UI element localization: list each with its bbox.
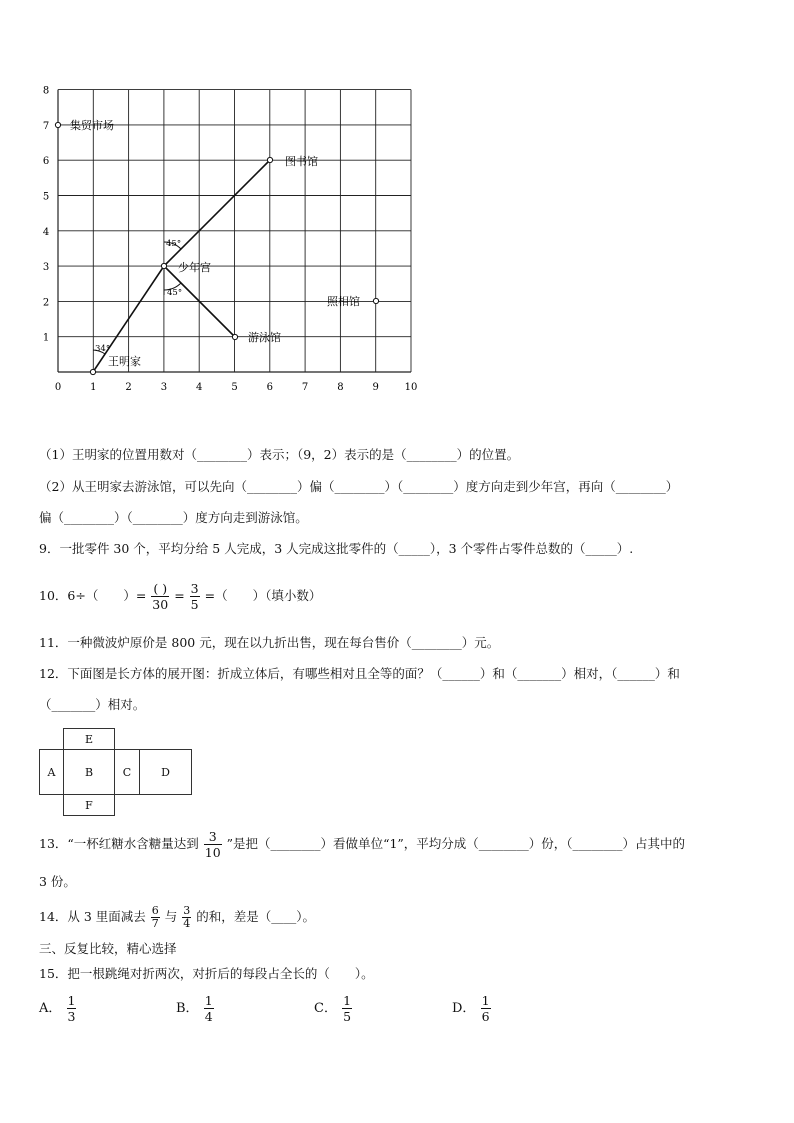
q14-fraction-2 [182, 905, 191, 930]
point-swimming [232, 334, 237, 339]
q13-line1 [39, 827, 685, 861]
q14-frac2-denominator: 4 [183, 917, 191, 930]
q10-frac1-numerator: ( ) [151, 581, 169, 597]
net-face-d: D [139, 749, 192, 795]
q13-numerator: 3 [204, 829, 222, 845]
angle-label-palace-bottom: 45° [167, 288, 183, 298]
q15-choice-c-letter: C． [314, 1001, 337, 1016]
q15-choice-b-fraction [204, 993, 214, 1024]
label-wang-home: 王明家 [108, 355, 141, 368]
q10-frac1-denominator: 30 [152, 597, 169, 612]
y-tick-label: 1 [42, 332, 50, 344]
label-market: 集贸市场 [70, 119, 114, 132]
label-swimming: 游泳馆 [248, 331, 281, 344]
q15-choice-b-denominator: 4 [204, 1009, 213, 1024]
q15-choice-d-fraction [481, 993, 491, 1024]
label-youth-palace: 少年宫 [178, 261, 211, 274]
y-tick-label: 8 [42, 85, 50, 97]
q11-text: 11．一种微波炉原价是 800 元，现在以九折出售，现在每台售价（________）元。 [39, 635, 500, 650]
x-tick-label: 7 [301, 382, 309, 393]
q14-frac1-numerator: 6 [151, 904, 159, 917]
q15-choice-a-numerator: 1 [67, 993, 76, 1008]
q14-frac1-denominator: 7 [151, 917, 159, 930]
y-tick-label: 2 [42, 297, 50, 309]
q15-choice-b-numerator: 1 [204, 993, 213, 1008]
q15-choice-a-denominator: 3 [67, 1009, 76, 1024]
q10-fraction-2 [190, 581, 200, 612]
q15-choice-a[interactable] [39, 993, 77, 1024]
q15-choice-d[interactable] [452, 993, 492, 1024]
q15-choice-b-letter: B． [176, 1001, 199, 1016]
q14-frac2-numerator: 3 [183, 904, 191, 917]
q15-choice-a-fraction [67, 993, 77, 1024]
path-palace-to-library [164, 160, 270, 266]
q15-choice-c-numerator: 1 [343, 993, 352, 1008]
q14-post: 的和，差是（____）。 [196, 909, 316, 924]
point-market [55, 122, 60, 127]
label-library: 图书馆 [285, 155, 318, 168]
x-tick-label: 4 [196, 382, 203, 393]
y-tick-label: 7 [42, 120, 50, 132]
x-tick-label: 2 [125, 382, 132, 393]
q15-choice-d-letter: D． [452, 1001, 476, 1016]
q15-choice-b[interactable] [176, 993, 215, 1024]
q15-choice-a-letter: A． [39, 1001, 62, 1016]
q12-line1: 12．下面图是长方体的展开图：折成立体后，有哪些相对且全等的面？（______）和（_______）相对，（______）和 [39, 666, 680, 681]
q15-choice-c-fraction [342, 993, 352, 1024]
q13-denominator: 10 [204, 845, 221, 860]
x-tick-label: 0 [54, 382, 62, 393]
q9-text: 9．一批零件 30 个，平均分给 5 人完成，3 人完成这批零件的（_____），3 个零件占零件总数的（_____）. [39, 541, 634, 556]
net-face-b: B [63, 749, 115, 795]
q13-line2: 3 份。 [39, 874, 76, 889]
q14-mid: 与 [164, 909, 178, 924]
q13-post: ”是把（________）看做单位“1”，平均分成（________）份，（________）占其中的 [226, 836, 686, 851]
y-tick-label: 6 [42, 156, 50, 168]
point-library [267, 157, 272, 162]
q10-label: 10．6÷（ ）= [39, 588, 147, 603]
net-face-e: E [63, 728, 115, 750]
x-tick-label: 1 [90, 382, 97, 393]
q8-part2-line2: 偏（________）（________）度方向走到游泳馆。 [39, 510, 308, 525]
q8-part1: （1）王明家的位置用数对（________）表示；（9，2）表示的是（________）的位置。 [39, 447, 520, 462]
q10-text [39, 579, 321, 613]
x-tick-label: 3 [160, 382, 168, 393]
q15-choice-c[interactable] [314, 993, 353, 1024]
q10-fraction-1 [151, 581, 169, 612]
place-labels [70, 118, 360, 368]
q14-pre: 14．从 3 里面减去 [39, 909, 146, 924]
x-tick-label: 6 [266, 382, 273, 393]
net-face-a: A [39, 749, 64, 795]
q10-frac2-denominator: 5 [190, 597, 199, 612]
net-face-f: F [63, 794, 115, 816]
q15-choice-d-denominator: 6 [481, 1009, 490, 1024]
label-photo-studio: 照相馆 [327, 295, 360, 308]
section-3-heading: 三、反复比较，精心选择 [39, 941, 177, 956]
y-tick-label: 3 [42, 262, 50, 274]
x-tick-label: 8 [337, 382, 344, 393]
q8-part2-line1: （2）从王明家去游泳馆，可以先向（________）偏（________）（________）度方向走到少年宫，再向（________） [39, 479, 679, 494]
angle-label-palace-top: 45° [166, 239, 182, 249]
q15-choice-c-denominator: 5 [343, 1009, 352, 1024]
q13-pre: 13．“一杯红糖水含糖量达到 [39, 836, 199, 851]
x-tick-label: 5 [231, 382, 238, 393]
net-face-c: C [114, 749, 140, 795]
q12-line2: （_______）相对。 [39, 697, 146, 712]
q15-stem: 15．把一根跳绳对折两次，对折后的每段占全长的（ ）。 [39, 966, 374, 981]
angle-label-home: 34° [95, 344, 111, 354]
q15-choice-d-numerator: 1 [481, 993, 490, 1008]
point-photo-studio [373, 298, 378, 303]
q10-frac2-numerator: 3 [190, 581, 199, 596]
coordinate-grid-figure [0, 0, 794, 420]
q10-tail: =（ ）（填小数） [204, 588, 322, 603]
q14-text [39, 902, 315, 932]
q13-fraction [204, 829, 222, 860]
x-tick-label: 9 [372, 382, 379, 393]
q10-equals: = [174, 588, 185, 603]
y-tick-label: 5 [42, 191, 50, 203]
y-tick-label: 4 [42, 226, 50, 238]
point-youth-palace [161, 263, 166, 268]
q14-fraction-1 [151, 905, 160, 930]
point-wang-home [90, 369, 95, 374]
x-tick-label: 10 [404, 382, 418, 393]
